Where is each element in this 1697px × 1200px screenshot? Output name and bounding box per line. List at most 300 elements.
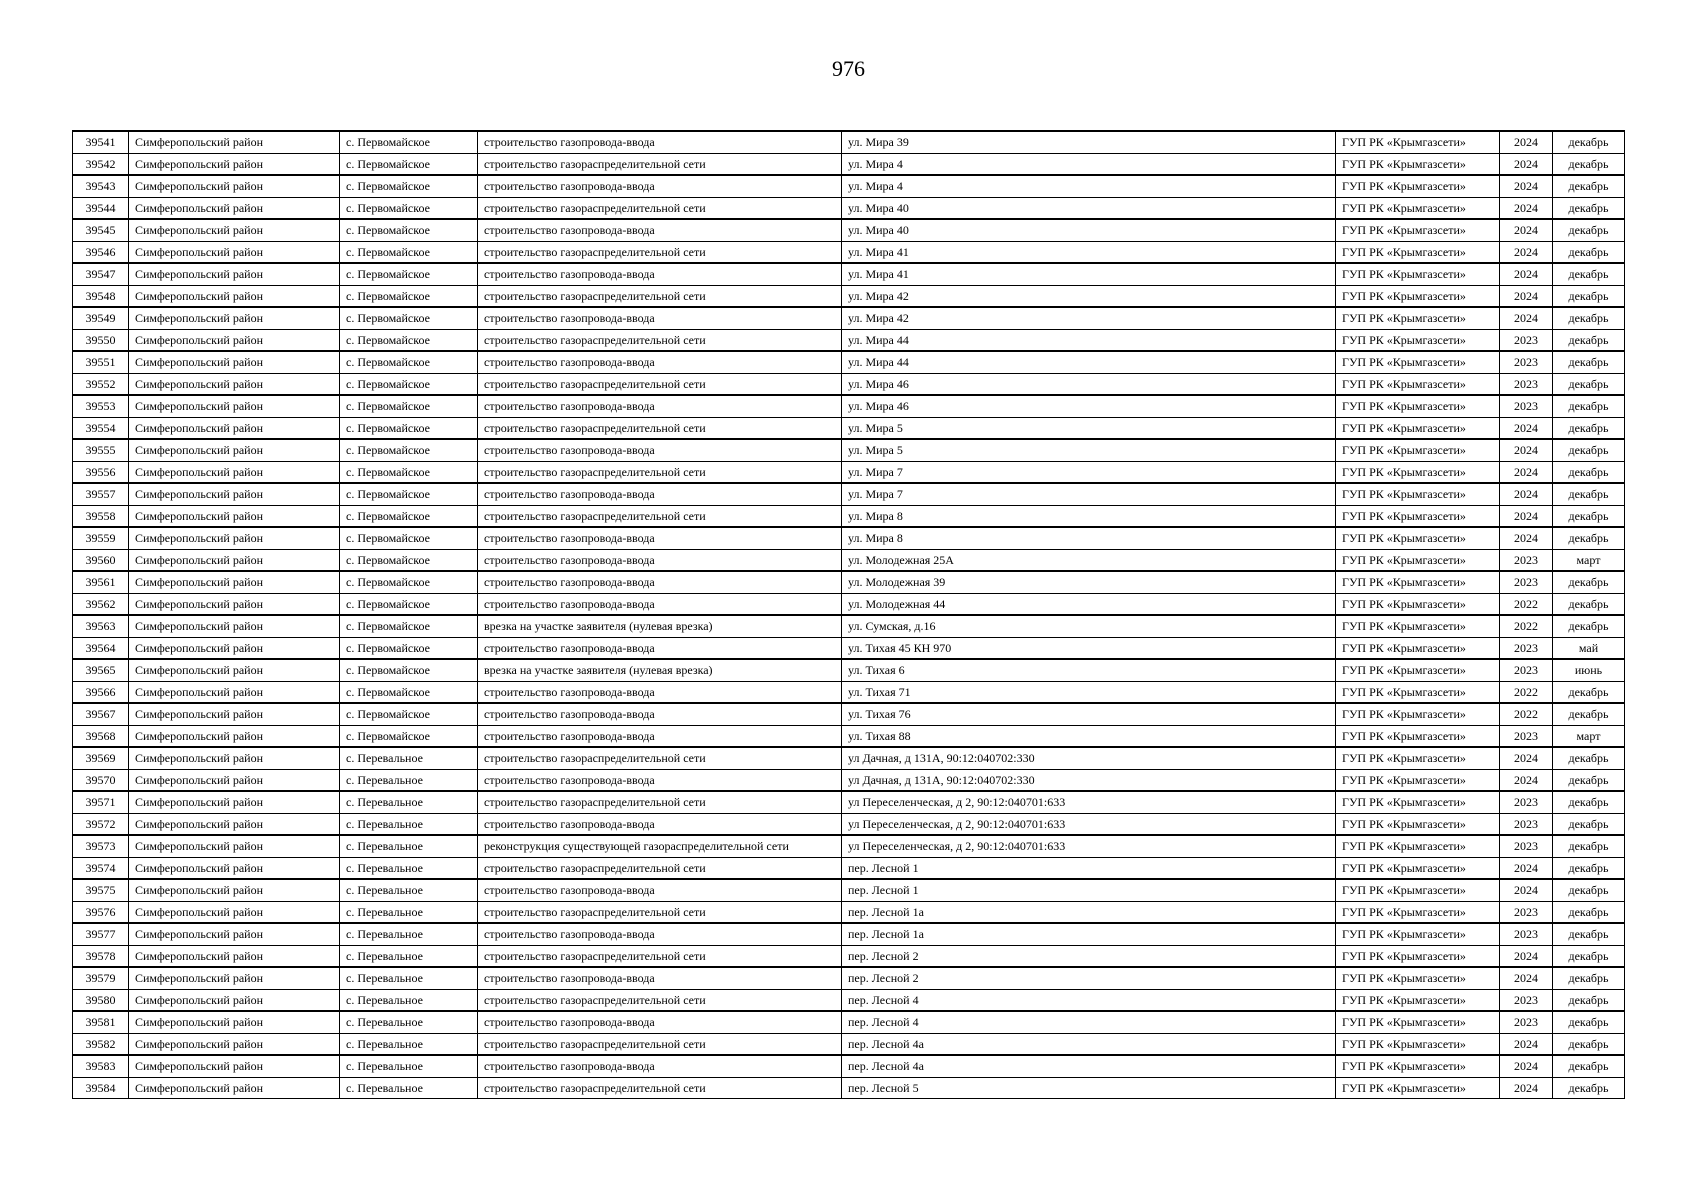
settlement-cell: с. Перевальное — [340, 769, 478, 791]
month-cell: декабрь — [1553, 373, 1625, 395]
address-cell: ул. Мира 7 — [842, 483, 1336, 505]
month-cell: декабрь — [1553, 593, 1625, 615]
organization-cell: ГУП РК «Крымгазсети» — [1336, 527, 1500, 549]
year-cell: 2024 — [1500, 857, 1553, 879]
row-number-cell: 39555 — [73, 439, 129, 461]
work-type-cell: строительство газопровода-ввода — [478, 483, 842, 505]
settlement-cell: с. Перевальное — [340, 813, 478, 835]
month-cell: декабрь — [1553, 791, 1625, 813]
settlement-cell: с. Первомайское — [340, 329, 478, 351]
organization-cell: ГУП РК «Крымгазсети» — [1336, 835, 1500, 857]
district-cell: Симферопольский район — [129, 351, 340, 373]
year-cell: 2023 — [1500, 659, 1553, 681]
work-type-cell: строительство газопровода-ввода — [478, 967, 842, 989]
year-cell: 2024 — [1500, 945, 1553, 967]
row-number-cell: 39574 — [73, 857, 129, 879]
address-cell: пер. Лесной 1 — [842, 857, 1336, 879]
table-row — [73, 835, 1625, 857]
row-number-cell: 39547 — [73, 263, 129, 285]
row-number-cell: 39545 — [73, 219, 129, 241]
district-cell: Симферопольский район — [129, 989, 340, 1011]
year-cell: 2024 — [1500, 1055, 1553, 1077]
district-cell: Симферопольский район — [129, 241, 340, 263]
organization-cell: ГУП РК «Крымгазсети» — [1336, 439, 1500, 461]
table-row — [73, 637, 1625, 659]
work-type-cell: строительство газораспределительной сети — [478, 1077, 842, 1099]
district-cell: Симферопольский район — [129, 725, 340, 747]
address-cell: ул. Мира 5 — [842, 439, 1336, 461]
settlement-cell: с. Первомайское — [340, 307, 478, 329]
organization-cell: ГУП РК «Крымгазсети» — [1336, 945, 1500, 967]
month-cell: декабрь — [1553, 219, 1625, 241]
district-cell: Симферопольский район — [129, 945, 340, 967]
month-cell: декабрь — [1553, 175, 1625, 197]
row-number-cell: 39554 — [73, 417, 129, 439]
row-number-cell: 39579 — [73, 967, 129, 989]
table-row — [73, 813, 1625, 835]
work-type-cell: строительство газопровода-ввода — [478, 263, 842, 285]
month-cell: декабрь — [1553, 131, 1625, 153]
table-row — [73, 373, 1625, 395]
month-cell: декабрь — [1553, 197, 1625, 219]
settlement-cell: с. Первомайское — [340, 615, 478, 637]
table-row — [73, 1011, 1625, 1033]
work-type-cell: строительство газопровода-ввода — [478, 571, 842, 593]
row-number-cell: 39551 — [73, 351, 129, 373]
month-cell: декабрь — [1553, 571, 1625, 593]
month-cell: декабрь — [1553, 879, 1625, 901]
month-cell: декабрь — [1553, 307, 1625, 329]
organization-cell: ГУП РК «Крымгазсети» — [1336, 153, 1500, 175]
table-row — [73, 681, 1625, 703]
settlement-cell: с. Перевальное — [340, 1011, 478, 1033]
year-cell: 2023 — [1500, 395, 1553, 417]
district-cell: Симферопольский район — [129, 153, 340, 175]
month-cell: декабрь — [1553, 527, 1625, 549]
row-number-cell: 39553 — [73, 395, 129, 417]
address-cell: ул. Мира 44 — [842, 351, 1336, 373]
organization-cell: ГУП РК «Крымгазсети» — [1336, 791, 1500, 813]
row-number-cell: 39563 — [73, 615, 129, 637]
month-cell: декабрь — [1553, 681, 1625, 703]
address-cell: пер. Лесной 4 — [842, 1011, 1336, 1033]
table-row — [73, 329, 1625, 351]
table-row — [73, 307, 1625, 329]
month-cell: декабрь — [1553, 901, 1625, 923]
settlement-cell: с. Перевальное — [340, 989, 478, 1011]
address-cell: пер. Лесной 5 — [842, 1077, 1336, 1099]
year-cell: 2024 — [1500, 1077, 1553, 1099]
table-row — [73, 967, 1625, 989]
organization-cell: ГУП РК «Крымгазсети» — [1336, 989, 1500, 1011]
address-cell: ул. Мира 44 — [842, 329, 1336, 351]
address-cell: ул. Мира 7 — [842, 461, 1336, 483]
month-cell: декабрь — [1553, 747, 1625, 769]
year-cell: 2024 — [1500, 879, 1553, 901]
address-cell: ул. Тихая 6 — [842, 659, 1336, 681]
district-cell: Симферопольский район — [129, 703, 340, 725]
table-row — [73, 241, 1625, 263]
address-cell: ул. Мира 8 — [842, 505, 1336, 527]
month-cell: декабрь — [1553, 329, 1625, 351]
row-number-cell: 39578 — [73, 945, 129, 967]
district-cell: Симферопольский район — [129, 439, 340, 461]
district-cell: Симферопольский район — [129, 505, 340, 527]
district-cell: Симферопольский район — [129, 395, 340, 417]
address-cell: ул. Мира 46 — [842, 373, 1336, 395]
district-cell: Симферопольский район — [129, 285, 340, 307]
row-number-cell: 39561 — [73, 571, 129, 593]
table-row — [73, 879, 1625, 901]
settlement-cell: с. Перевальное — [340, 857, 478, 879]
district-cell: Симферопольский район — [129, 901, 340, 923]
district-cell: Симферопольский район — [129, 549, 340, 571]
address-cell: ул Переселенческая, д 2, 90:12:040701:633 — [842, 813, 1336, 835]
row-number-cell: 39565 — [73, 659, 129, 681]
table-row — [73, 417, 1625, 439]
settlement-cell: с. Первомайское — [340, 527, 478, 549]
district-cell: Симферопольский район — [129, 637, 340, 659]
address-cell: ул. Тихая 76 — [842, 703, 1336, 725]
settlement-cell: с. Перевальное — [340, 967, 478, 989]
year-cell: 2023 — [1500, 373, 1553, 395]
year-cell: 2024 — [1500, 769, 1553, 791]
year-cell: 2023 — [1500, 725, 1553, 747]
work-type-cell: строительство газораспределительной сети — [478, 945, 842, 967]
work-type-cell: строительство газопровода-ввода — [478, 769, 842, 791]
table-row — [73, 131, 1625, 153]
year-cell: 2024 — [1500, 285, 1553, 307]
table-row — [73, 725, 1625, 747]
district-cell: Симферопольский район — [129, 813, 340, 835]
table-row — [73, 791, 1625, 813]
year-cell: 2023 — [1500, 351, 1553, 373]
organization-cell: ГУП РК «Крымгазсети» — [1336, 505, 1500, 527]
work-type-cell: строительство газораспределительной сети — [478, 241, 842, 263]
settlement-cell: с. Перевальное — [340, 945, 478, 967]
year-cell: 2024 — [1500, 527, 1553, 549]
table-row — [73, 857, 1625, 879]
work-type-cell: строительство газопровода-ввода — [478, 725, 842, 747]
work-type-cell: строительство газораспределительной сети — [478, 857, 842, 879]
year-cell: 2024 — [1500, 461, 1553, 483]
year-cell: 2024 — [1500, 747, 1553, 769]
settlement-cell: с. Первомайское — [340, 263, 478, 285]
year-cell: 2024 — [1500, 197, 1553, 219]
address-cell: ул. Мира 4 — [842, 175, 1336, 197]
settlement-cell: с. Первомайское — [340, 395, 478, 417]
work-type-cell: строительство газопровода-ввода — [478, 549, 842, 571]
month-cell: декабрь — [1553, 769, 1625, 791]
work-type-cell: реконструкция существующей газораспределительной сети — [478, 835, 842, 857]
work-type-cell: врезка на участке заявителя (нулевая врезка) — [478, 615, 842, 637]
organization-cell: ГУП РК «Крымгазсети» — [1336, 263, 1500, 285]
organization-cell: ГУП РК «Крымгазсети» — [1336, 1055, 1500, 1077]
work-type-cell: строительство газораспределительной сети — [478, 989, 842, 1011]
work-type-cell: строительство газопровода-ввода — [478, 527, 842, 549]
organization-cell: ГУП РК «Крымгазсети» — [1336, 923, 1500, 945]
row-number-cell: 39584 — [73, 1077, 129, 1099]
district-cell: Симферопольский район — [129, 769, 340, 791]
settlement-cell: с. Первомайское — [340, 197, 478, 219]
organization-cell: ГУП РК «Крымгазсети» — [1336, 461, 1500, 483]
organization-cell: ГУП РК «Крымгазсети» — [1336, 241, 1500, 263]
row-number-cell: 39573 — [73, 835, 129, 857]
table-row — [73, 285, 1625, 307]
row-number-cell: 39557 — [73, 483, 129, 505]
table-row — [73, 175, 1625, 197]
work-type-cell: строительство газораспределительной сети — [478, 373, 842, 395]
month-cell: декабрь — [1553, 263, 1625, 285]
address-cell: ул. Мира 42 — [842, 307, 1336, 329]
address-cell: ул. Сумская, д.16 — [842, 615, 1336, 637]
settlement-cell: с. Первомайское — [340, 417, 478, 439]
district-cell: Симферопольский район — [129, 835, 340, 857]
settlement-cell: с. Первомайское — [340, 351, 478, 373]
month-cell: декабрь — [1553, 967, 1625, 989]
row-number-cell: 39583 — [73, 1055, 129, 1077]
settlement-cell: с. Перевальное — [340, 747, 478, 769]
gasification-table — [72, 130, 1625, 1099]
work-type-cell: строительство газораспределительной сети — [478, 329, 842, 351]
year-cell: 2023 — [1500, 1011, 1553, 1033]
work-type-cell: строительство газопровода-ввода — [478, 813, 842, 835]
row-number-cell: 39580 — [73, 989, 129, 1011]
work-type-cell: строительство газопровода-ввода — [478, 1055, 842, 1077]
district-cell: Симферопольский район — [129, 1055, 340, 1077]
district-cell: Симферопольский район — [129, 571, 340, 593]
month-cell: июнь — [1553, 659, 1625, 681]
organization-cell: ГУП РК «Крымгазсети» — [1336, 571, 1500, 593]
work-type-cell: строительство газопровода-ввода — [478, 1011, 842, 1033]
year-cell: 2023 — [1500, 835, 1553, 857]
year-cell: 2023 — [1500, 549, 1553, 571]
work-type-cell: строительство газопровода-ввода — [478, 307, 842, 329]
year-cell: 2023 — [1500, 791, 1553, 813]
work-type-cell: врезка на участке заявителя (нулевая врезка) — [478, 659, 842, 681]
month-cell: декабрь — [1553, 923, 1625, 945]
address-cell: ул. Молодежная 25А — [842, 549, 1336, 571]
year-cell: 2023 — [1500, 571, 1553, 593]
table-row — [73, 747, 1625, 769]
year-cell: 2023 — [1500, 329, 1553, 351]
work-type-cell: строительство газораспределительной сети — [478, 197, 842, 219]
month-cell: декабрь — [1553, 351, 1625, 373]
row-number-cell: 39562 — [73, 593, 129, 615]
table-row — [73, 1033, 1625, 1055]
address-cell: ул. Молодежная 39 — [842, 571, 1336, 593]
district-cell: Симферопольский район — [129, 219, 340, 241]
month-cell: декабрь — [1553, 461, 1625, 483]
address-cell: пер. Лесной 2 — [842, 945, 1336, 967]
work-type-cell: строительство газопровода-ввода — [478, 703, 842, 725]
settlement-cell: с. Первомайское — [340, 483, 478, 505]
settlement-cell: с. Перевальное — [340, 835, 478, 857]
settlement-cell: с. Перевальное — [340, 879, 478, 901]
organization-cell: ГУП РК «Крымгазсети» — [1336, 219, 1500, 241]
address-cell: ул. Мира 4 — [842, 153, 1336, 175]
work-type-cell: строительство газопровода-ввода — [478, 351, 842, 373]
work-type-cell: строительство газопровода-ввода — [478, 923, 842, 945]
row-number-cell: 39548 — [73, 285, 129, 307]
year-cell: 2024 — [1500, 153, 1553, 175]
table-row — [73, 989, 1625, 1011]
district-cell: Симферопольский район — [129, 307, 340, 329]
year-cell: 2023 — [1500, 813, 1553, 835]
year-cell: 2022 — [1500, 703, 1553, 725]
table-row — [73, 571, 1625, 593]
year-cell: 2023 — [1500, 923, 1553, 945]
work-type-cell: строительство газораспределительной сети — [478, 285, 842, 307]
month-cell: декабрь — [1553, 1033, 1625, 1055]
month-cell: декабрь — [1553, 241, 1625, 263]
work-type-cell: строительство газопровода-ввода — [478, 219, 842, 241]
organization-cell: ГУП РК «Крымгазсети» — [1336, 593, 1500, 615]
address-cell: ул. Молодежная 44 — [842, 593, 1336, 615]
row-number-cell: 39571 — [73, 791, 129, 813]
settlement-cell: с. Первомайское — [340, 241, 478, 263]
year-cell: 2024 — [1500, 483, 1553, 505]
organization-cell: ГУП РК «Крымгазсети» — [1336, 857, 1500, 879]
table-row — [73, 439, 1625, 461]
work-type-cell: строительство газораспределительной сети — [478, 505, 842, 527]
month-cell: март — [1553, 549, 1625, 571]
row-number-cell: 39567 — [73, 703, 129, 725]
work-type-cell: строительство газораспределительной сети — [478, 461, 842, 483]
settlement-cell: с. Первомайское — [340, 681, 478, 703]
year-cell: 2023 — [1500, 901, 1553, 923]
organization-cell: ГУП РК «Крымгазсети» — [1336, 1011, 1500, 1033]
row-number-cell: 39566 — [73, 681, 129, 703]
address-cell: пер. Лесной 4а — [842, 1033, 1336, 1055]
row-number-cell: 39577 — [73, 923, 129, 945]
work-type-cell: строительство газопровода-ввода — [478, 879, 842, 901]
work-type-cell: строительство газораспределительной сети — [478, 153, 842, 175]
row-number-cell: 39570 — [73, 769, 129, 791]
address-cell: пер. Лесной 1 — [842, 879, 1336, 901]
settlement-cell: с. Первомайское — [340, 571, 478, 593]
organization-cell: ГУП РК «Крымгазсети» — [1336, 901, 1500, 923]
row-number-cell: 39550 — [73, 329, 129, 351]
month-cell: декабрь — [1553, 483, 1625, 505]
work-type-cell: строительство газопровода-ввода — [478, 439, 842, 461]
settlement-cell: с. Первомайское — [340, 285, 478, 307]
table-row — [73, 527, 1625, 549]
month-cell: декабрь — [1553, 703, 1625, 725]
settlement-cell: с. Первомайское — [340, 505, 478, 527]
settlement-cell: с. Первомайское — [340, 131, 478, 153]
settlement-cell: с. Первомайское — [340, 373, 478, 395]
month-cell: декабрь — [1553, 615, 1625, 637]
row-number-cell: 39568 — [73, 725, 129, 747]
year-cell: 2024 — [1500, 131, 1553, 153]
address-cell: ул. Мира 41 — [842, 241, 1336, 263]
organization-cell: ГУП РК «Крымгазсети» — [1336, 681, 1500, 703]
table-row — [73, 263, 1625, 285]
address-cell: ул. Тихая 45 КН 970 — [842, 637, 1336, 659]
settlement-cell: с. Первомайское — [340, 461, 478, 483]
work-type-cell: строительство газораспределительной сети — [478, 791, 842, 813]
district-cell: Симферопольский район — [129, 329, 340, 351]
settlement-cell: с. Перевальное — [340, 1077, 478, 1099]
organization-cell: ГУП РК «Крымгазсети» — [1336, 285, 1500, 307]
address-cell: пер. Лесной 4 — [842, 989, 1336, 1011]
address-cell: пер. Лесной 1а — [842, 923, 1336, 945]
month-cell: декабрь — [1553, 1011, 1625, 1033]
year-cell: 2023 — [1500, 989, 1553, 1011]
address-cell: пер. Лесной 1а — [842, 901, 1336, 923]
settlement-cell: с. Первомайское — [340, 637, 478, 659]
month-cell: декабрь — [1553, 395, 1625, 417]
month-cell: март — [1553, 725, 1625, 747]
address-cell: ул. Мира 46 — [842, 395, 1336, 417]
year-cell: 2023 — [1500, 637, 1553, 659]
address-cell: ул. Мира 40 — [842, 219, 1336, 241]
organization-cell: ГУП РК «Крымгазсети» — [1336, 1077, 1500, 1099]
address-cell: ул Переселенческая, д 2, 90:12:040701:633 — [842, 791, 1336, 813]
table-body — [73, 131, 1625, 1099]
settlement-cell: с. Первомайское — [340, 219, 478, 241]
month-cell: декабрь — [1553, 285, 1625, 307]
work-type-cell: строительство газопровода-ввода — [478, 395, 842, 417]
month-cell: декабрь — [1553, 945, 1625, 967]
district-cell: Симферопольский район — [129, 659, 340, 681]
settlement-cell: с. Первомайское — [340, 659, 478, 681]
address-cell: ул. Мира 8 — [842, 527, 1336, 549]
row-number-cell: 39542 — [73, 153, 129, 175]
month-cell: декабрь — [1553, 153, 1625, 175]
settlement-cell: с. Перевальное — [340, 1055, 478, 1077]
year-cell: 2024 — [1500, 219, 1553, 241]
district-cell: Симферопольский район — [129, 197, 340, 219]
month-cell: декабрь — [1553, 439, 1625, 461]
district-cell: Симферопольский район — [129, 1077, 340, 1099]
table-row — [73, 1077, 1625, 1099]
year-cell: 2024 — [1500, 505, 1553, 527]
settlement-cell: с. Первомайское — [340, 439, 478, 461]
settlement-cell: с. Первомайское — [340, 153, 478, 175]
table-row — [73, 901, 1625, 923]
district-cell: Симферопольский район — [129, 1033, 340, 1055]
row-number-cell: 39549 — [73, 307, 129, 329]
work-type-cell: строительство газораспределительной сети — [478, 417, 842, 439]
row-number-cell: 39581 — [73, 1011, 129, 1033]
address-cell: ул. Мира 39 — [842, 131, 1336, 153]
row-number-cell: 39569 — [73, 747, 129, 769]
row-number-cell: 39541 — [73, 131, 129, 153]
district-cell: Симферопольский район — [129, 615, 340, 637]
organization-cell: ГУП РК «Крымгазсети» — [1336, 351, 1500, 373]
organization-cell: ГУП РК «Крымгазсети» — [1336, 373, 1500, 395]
district-cell: Симферопольский район — [129, 967, 340, 989]
organization-cell: ГУП РК «Крымгазсети» — [1336, 769, 1500, 791]
month-cell: декабрь — [1553, 505, 1625, 527]
district-cell: Симферопольский район — [129, 857, 340, 879]
district-cell: Симферопольский район — [129, 175, 340, 197]
year-cell: 2024 — [1500, 263, 1553, 285]
organization-cell: ГУП РК «Крымгазсети» — [1336, 747, 1500, 769]
row-number-cell: 39544 — [73, 197, 129, 219]
address-cell: ул. Тихая 71 — [842, 681, 1336, 703]
year-cell: 2022 — [1500, 681, 1553, 703]
address-cell: ул. Мира 41 — [842, 263, 1336, 285]
table-row — [73, 219, 1625, 241]
table-row — [73, 923, 1625, 945]
organization-cell: ГУП РК «Крымгазсети» — [1336, 967, 1500, 989]
organization-cell: ГУП РК «Крымгазсети» — [1336, 395, 1500, 417]
year-cell: 2024 — [1500, 175, 1553, 197]
work-type-cell: строительство газораспределительной сети — [478, 747, 842, 769]
